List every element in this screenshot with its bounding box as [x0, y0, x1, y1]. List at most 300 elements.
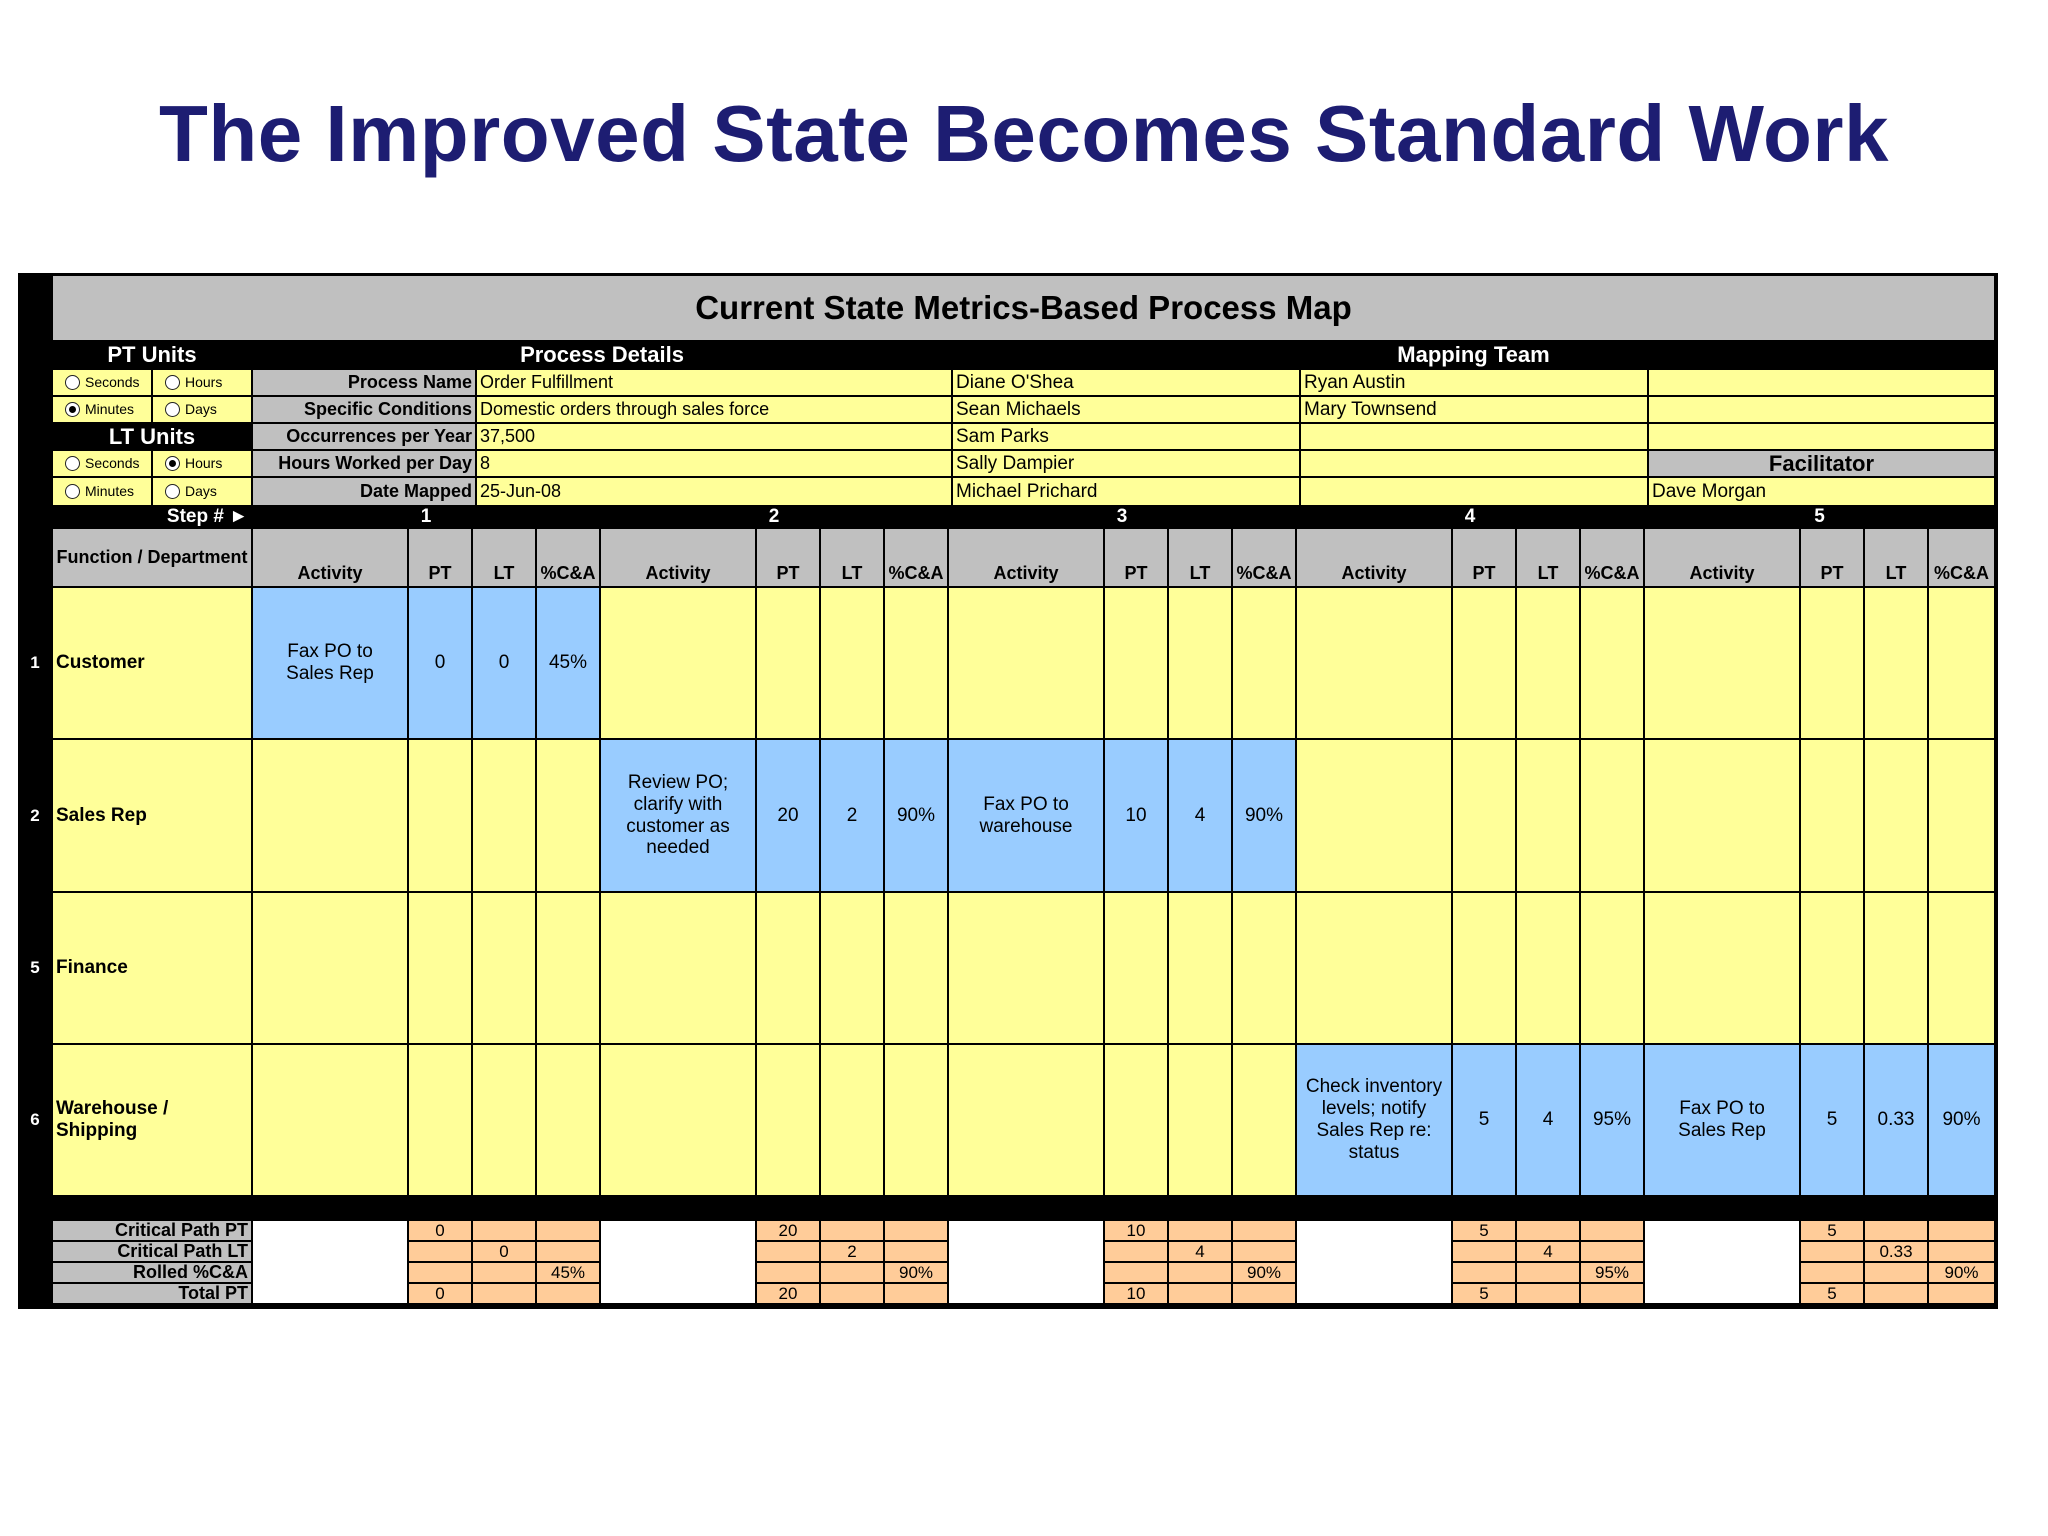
radio-icon[interactable] [65, 375, 80, 390]
rolled-ca-value [1232, 1262, 1296, 1283]
summary-empty [1516, 1220, 1580, 1241]
empty-cell[interactable] [820, 587, 884, 739]
critical-path-pt-value-text: 0 [435, 1220, 445, 1240]
row-number-text: 1 [30, 653, 40, 673]
department-1-text: Sales Rep [56, 804, 147, 826]
empty-cell[interactable] [820, 892, 884, 1044]
summary-empty [1580, 1241, 1644, 1262]
summary-empty [1104, 1262, 1168, 1283]
summary-empty [1928, 1220, 1995, 1241]
summary-empty [1168, 1283, 1232, 1304]
date-mapped-label [252, 477, 476, 506]
empty-cell[interactable] [756, 892, 820, 1044]
row-number-text: 2 [30, 805, 40, 825]
summary-empty [408, 1262, 472, 1283]
col-header-pt-text: PT [1820, 563, 1844, 584]
function-department-header-text: Function / Department [56, 547, 248, 568]
empty-cell[interactable] [600, 587, 756, 739]
team-member-cell[interactable] [952, 477, 1300, 506]
team-member-cell[interactable] [952, 369, 1300, 396]
col-header-activity-text: Activity [1341, 563, 1407, 584]
step-1-ca[interactable] [536, 587, 600, 739]
row-number [18, 587, 52, 739]
col-header-pt [756, 528, 820, 587]
col-header-pt-text: PT [1124, 563, 1148, 584]
rolled-ca-value-text: 90% [898, 1262, 934, 1282]
step-4-pt-text: 5 [1478, 1109, 1490, 1131]
step-5-activity[interactable] [1644, 1044, 1800, 1196]
total-pt-value [1104, 1283, 1168, 1304]
step-2-lt-text: 2 [846, 804, 858, 826]
summary-empty [536, 1283, 600, 1304]
step-3-pt[interactable] [1104, 739, 1168, 892]
col-header-lt [1864, 528, 1928, 587]
col-header-ca-text: %C&A [1584, 563, 1640, 584]
department-3-text: Warehouse / Shipping [56, 1098, 169, 1141]
critical-path-lt-value [472, 1241, 536, 1262]
total-pt-value-text: 5 [1827, 1283, 1837, 1303]
summary-empty [884, 1241, 948, 1262]
facilitator-field-text: Dave Morgan [1652, 480, 1767, 502]
critical-path-pt-value-text: 20 [778, 1220, 798, 1240]
empty-cell[interactable] [948, 587, 1104, 739]
date-mapped-field[interactable] [476, 477, 952, 506]
empty-cell[interactable] [1928, 587, 1995, 739]
empty-cell[interactable] [408, 739, 472, 892]
critical-path-pt-value-text: 10 [1126, 1220, 1146, 1240]
empty-cell[interactable] [1232, 587, 1296, 739]
team-member-cell[interactable] [1300, 369, 1648, 396]
critical-path-lt-value-text: 4 [1543, 1241, 1553, 1261]
sheet-main-title [52, 275, 1995, 341]
process-name-label-text: Process Name [347, 372, 472, 393]
critical-path-pt-value [408, 1220, 472, 1241]
summary-empty [1232, 1220, 1296, 1241]
department-0 [52, 587, 252, 739]
critical-path-lt-value-text: 0.33 [1879, 1241, 1913, 1261]
lt-hours-radio[interactable] [152, 450, 252, 477]
empty-cell[interactable] [536, 1044, 600, 1196]
mapping-team-header [952, 341, 1995, 369]
col-header-ca [1928, 528, 1995, 587]
step-number-text: 5 [1814, 506, 1825, 528]
col-header-ca-text: %C&A [1933, 563, 1989, 584]
critical-path-pt-label-text: Critical Path PT [114, 1220, 248, 1241]
facilitator-field[interactable] [1648, 477, 1995, 506]
critical-path-pt-value [1104, 1220, 1168, 1241]
summary-empty [1928, 1283, 1995, 1304]
empty-cell[interactable] [948, 892, 1104, 1044]
col-header-pt [1452, 528, 1516, 587]
step-2-pt[interactable] [756, 739, 820, 892]
summary-empty [884, 1220, 948, 1241]
radio-icon[interactable] [165, 484, 180, 499]
pt-hours-radio-label: Hours [185, 374, 223, 391]
summary-empty [820, 1220, 884, 1241]
process-details-header [252, 341, 952, 369]
total-pt-value [756, 1283, 820, 1304]
process-details-header-text: Process Details [520, 342, 684, 368]
step-1-ca-text: 45% [548, 652, 588, 674]
step-5-lt[interactable] [1864, 1044, 1928, 1196]
empty-cell[interactable] [1104, 892, 1168, 1044]
summary-empty [1580, 1220, 1644, 1241]
step-2-lt[interactable] [820, 739, 884, 892]
empty-cell[interactable] [1800, 587, 1864, 739]
summary-empty [1800, 1241, 1864, 1262]
summary-empty [472, 1283, 536, 1304]
col-header-lt [1516, 528, 1580, 587]
col-header-ca-text: %C&A [888, 563, 944, 584]
step-4-lt[interactable] [1516, 1044, 1580, 1196]
empty-cell[interactable] [472, 1044, 536, 1196]
pt-seconds-radio[interactable] [52, 369, 152, 396]
process-map-sheet [18, 273, 1998, 1309]
specific-conditions-field-text: Domestic orders through sales force [480, 399, 770, 420]
empty-cell[interactable] [1232, 892, 1296, 1044]
rolled-ca-value [536, 1262, 600, 1283]
step-2-ca-text: 90% [896, 804, 936, 826]
empty-cell[interactable] [1928, 892, 1995, 1044]
hours-worked-per-day-field[interactable] [476, 450, 952, 477]
step-number [600, 506, 948, 528]
summary-empty [472, 1220, 536, 1241]
rolled-ca-label-text: Rolled %C&A [132, 1262, 248, 1283]
team-member-cell-text: Sean Michaels [956, 398, 1081, 420]
step-4-ca[interactable] [1580, 1044, 1644, 1196]
sheet-main-title-text: Current State Metrics-Based Process Map [695, 289, 1352, 327]
critical-path-lt-value [1516, 1241, 1580, 1262]
critical-path-lt-label-text: Critical Path LT [117, 1241, 248, 1262]
col-header-pt-text: PT [776, 563, 800, 584]
empty-cell[interactable] [1800, 739, 1864, 892]
step-label-text: Step # ► [166, 506, 248, 528]
function-department-header [52, 528, 252, 587]
col-header-ca [884, 528, 948, 587]
department-1 [52, 739, 252, 892]
department-2-text: Finance [56, 957, 128, 979]
radio-icon[interactable] [65, 456, 80, 471]
total-pt-value [1452, 1283, 1516, 1304]
pt-units-header-text: PT Units [107, 342, 197, 368]
lt-seconds-radio[interactable] [52, 450, 152, 477]
summary-empty [1452, 1241, 1516, 1262]
step-5-pt-text: 5 [1826, 1109, 1838, 1131]
empty-cell[interactable] [1232, 1044, 1296, 1196]
empty-cell[interactable] [1296, 892, 1452, 1044]
summary-empty [536, 1220, 600, 1241]
step-4-pt[interactable] [1452, 1044, 1516, 1196]
col-header-activity-text: Activity [297, 563, 363, 584]
team-member-cell[interactable] [1648, 423, 1995, 450]
department-3 [52, 1044, 252, 1196]
radio-icon[interactable] [165, 402, 180, 417]
rolled-ca-value [884, 1262, 948, 1283]
step-4-activity-text: Check inventory levels; notify Sales Rep re: status [1305, 1076, 1443, 1163]
step-3-lt[interactable] [1168, 739, 1232, 892]
step-2-ca[interactable] [884, 739, 948, 892]
empty-cell[interactable] [1644, 892, 1800, 1044]
hours-worked-per-day-field-text: 8 [480, 453, 491, 474]
total-pt-value-text: 5 [1479, 1283, 1489, 1303]
step-3-ca-text: 90% [1244, 804, 1284, 826]
empty-cell[interactable] [1516, 892, 1580, 1044]
empty-cell[interactable] [1104, 587, 1168, 739]
total-pt-label-text: Total PT [178, 1283, 248, 1304]
empty-cell[interactable] [252, 739, 408, 892]
col-header-activity-text: Activity [1689, 563, 1755, 584]
step-number-text: 1 [420, 506, 432, 528]
empty-cell[interactable] [1580, 587, 1644, 739]
rolled-ca-value-text: 90% [1944, 1262, 1979, 1282]
step-number-text: 3 [1116, 506, 1128, 528]
team-member-cell[interactable] [1648, 396, 1995, 423]
col-header-lt [1168, 528, 1232, 587]
mapping-team-header-text: Mapping Team [1397, 342, 1550, 368]
lt-units-header-text: LT Units [108, 423, 196, 449]
empty-cell[interactable] [1928, 739, 1995, 892]
step-4-activity[interactable] [1296, 1044, 1452, 1196]
empty-cell[interactable] [1516, 739, 1580, 892]
col-header-lt-text: LT [493, 563, 515, 584]
empty-cell[interactable] [948, 1044, 1104, 1196]
empty-cell[interactable] [1168, 892, 1232, 1044]
team-member-cell[interactable] [1300, 396, 1648, 423]
team-member-cell[interactable] [1648, 369, 1995, 396]
empty-cell[interactable] [472, 892, 536, 1044]
critical-path-pt-value [1452, 1220, 1516, 1241]
summary-empty [1104, 1241, 1168, 1262]
pt-days-radio[interactable] [152, 396, 252, 423]
team-member-cell[interactable] [952, 450, 1300, 477]
team-member-cell[interactable] [1300, 423, 1648, 450]
summary-empty [1232, 1283, 1296, 1304]
occurrences-per-year-label-text: Occurrences per Year [286, 426, 472, 447]
empty-cell[interactable] [600, 892, 756, 1044]
empty-cell[interactable] [1580, 739, 1644, 892]
rolled-ca-value-text: 45% [550, 1262, 586, 1282]
col-header-pt [1800, 528, 1864, 587]
critical-path-lt-value-text: 2 [847, 1241, 857, 1261]
empty-cell[interactable] [408, 1044, 472, 1196]
empty-cell[interactable] [1580, 892, 1644, 1044]
radio-icon[interactable] [65, 484, 80, 499]
radio-icon[interactable] [165, 456, 180, 471]
slide-title: The Improved State Becomes Standard Work [158, 89, 1890, 178]
pt-minutes-radio[interactable] [52, 396, 152, 423]
empty-cell[interactable] [536, 892, 600, 1044]
rolled-ca-value-text: 90% [1246, 1262, 1282, 1282]
empty-cell[interactable] [1516, 587, 1580, 739]
step-5-lt-text: 0.33 [1877, 1109, 1915, 1131]
summary-blank [948, 1220, 1104, 1304]
rolled-ca-value [1928, 1262, 1995, 1283]
empty-cell[interactable] [884, 587, 948, 739]
lt-minutes-radio[interactable] [52, 477, 152, 506]
empty-cell[interactable] [1452, 587, 1516, 739]
team-member-cell-text: Ryan Austin [1304, 371, 1406, 393]
rolled-ca-label [52, 1262, 252, 1283]
empty-cell[interactable] [600, 1044, 756, 1196]
step-3-pt-text: 10 [1125, 804, 1147, 826]
summary-empty [1516, 1262, 1580, 1283]
lt-days-radio-label: Days [185, 483, 217, 500]
step-3-ca[interactable] [1232, 739, 1296, 892]
separator-bar [52, 1196, 1995, 1220]
process-name-field-text: Order Fulfillment [480, 372, 614, 393]
step-1-activity[interactable] [252, 587, 408, 739]
occurrences-per-year-label [252, 423, 476, 450]
critical-path-lt-value [820, 1241, 884, 1262]
critical-path-pt-value-text: 5 [1827, 1220, 1837, 1240]
occurrences-per-year-field[interactable] [476, 423, 952, 450]
summary-empty [884, 1283, 948, 1304]
empty-cell[interactable] [884, 892, 948, 1044]
total-pt-value [1800, 1283, 1864, 1304]
step-5-pt[interactable] [1800, 1044, 1864, 1196]
col-header-activity [600, 528, 756, 587]
empty-cell[interactable] [1800, 892, 1864, 1044]
pt-hours-radio[interactable] [152, 369, 252, 396]
critical-path-pt-value [1800, 1220, 1864, 1241]
empty-cell[interactable] [1864, 892, 1928, 1044]
specific-conditions-field[interactable] [476, 396, 952, 423]
empty-cell[interactable] [472, 739, 536, 892]
col-header-ca [1232, 528, 1296, 587]
summary-empty [1452, 1262, 1516, 1283]
step-1-lt[interactable] [472, 587, 536, 739]
specific-conditions-label [252, 396, 476, 423]
critical-path-pt-value-text: 5 [1479, 1220, 1489, 1240]
summary-empty [1864, 1283, 1928, 1304]
summary-empty [1864, 1220, 1928, 1241]
col-header-ca [1580, 528, 1644, 587]
summary-empty [536, 1241, 600, 1262]
radio-icon[interactable] [65, 402, 80, 417]
critical-path-pt-value [756, 1220, 820, 1241]
team-member-cell-text: Mary Townsend [1304, 398, 1437, 420]
col-header-ca-text: %C&A [1236, 563, 1292, 584]
empty-cell[interactable] [1296, 739, 1452, 892]
empty-cell[interactable] [1864, 739, 1928, 892]
empty-cell[interactable] [252, 1044, 408, 1196]
team-member-cell-text: Sam Parks [956, 425, 1049, 447]
total-pt-value-text: 0 [435, 1283, 445, 1303]
col-header-pt-text: PT [1472, 563, 1496, 584]
empty-cell[interactable] [1452, 892, 1516, 1044]
row-number [18, 739, 52, 892]
critical-path-lt-value [1168, 1241, 1232, 1262]
rolled-ca-value [1580, 1262, 1644, 1283]
facilitator-label-text: Facilitator [1768, 450, 1875, 476]
lt-seconds-radio-label: Seconds [85, 455, 140, 472]
hours-worked-per-day-label [252, 450, 476, 477]
critical-path-lt-label [52, 1241, 252, 1262]
hours-worked-per-day-label-text: Hours Worked per Day [278, 453, 472, 474]
empty-cell[interactable] [1452, 739, 1516, 892]
summary-empty [756, 1262, 820, 1283]
step-number [252, 506, 600, 528]
date-mapped-label-text: Date Mapped [359, 481, 472, 502]
summary-blank [600, 1220, 756, 1304]
col-header-pt-text: PT [428, 563, 452, 584]
lt-days-radio[interactable] [152, 477, 252, 506]
lt-hours-radio-label: Hours [185, 455, 223, 472]
empty-cell[interactable] [408, 892, 472, 1044]
step-1-activity-text: Fax PO to Sales Rep [286, 641, 374, 684]
lt-units-header [52, 423, 252, 450]
empty-cell[interactable] [756, 587, 820, 739]
empty-cell[interactable] [820, 1044, 884, 1196]
summary-empty [1580, 1283, 1644, 1304]
step-1-lt-text: 0 [498, 652, 510, 674]
col-header-activity [252, 528, 408, 587]
empty-cell[interactable] [1296, 587, 1452, 739]
step-3-activity[interactable] [948, 739, 1104, 892]
step-label [52, 506, 252, 528]
summary-empty [1928, 1241, 1995, 1262]
critical-path-lt-value-text: 0 [499, 1241, 509, 1261]
col-header-lt-text: LT [1885, 563, 1907, 584]
col-header-lt [472, 528, 536, 587]
col-header-lt-text: LT [1537, 563, 1559, 584]
step-2-activity[interactable] [600, 739, 756, 892]
empty-cell[interactable] [1644, 739, 1800, 892]
empty-cell[interactable] [1168, 587, 1232, 739]
pt-days-radio-label: Days [185, 401, 217, 418]
summary-blank [1296, 1220, 1452, 1304]
summary-empty [820, 1283, 884, 1304]
step-3-activity-text: Fax PO to warehouse [979, 793, 1073, 837]
team-member-cell[interactable] [952, 396, 1300, 423]
empty-cell[interactable] [1104, 1044, 1168, 1196]
step-number [1644, 506, 1995, 528]
summary-empty [756, 1241, 820, 1262]
step-3-lt-text: 4 [1194, 804, 1206, 826]
empty-cell[interactable] [1864, 587, 1928, 739]
empty-cell[interactable] [1644, 587, 1800, 739]
col-header-activity [948, 528, 1104, 587]
summary-empty [1800, 1262, 1864, 1283]
step-1-pt[interactable] [408, 587, 472, 739]
team-member-cell[interactable] [952, 423, 1300, 450]
radio-icon[interactable] [165, 375, 180, 390]
step-5-ca[interactable] [1928, 1044, 1995, 1196]
empty-cell[interactable] [536, 739, 600, 892]
empty-cell[interactable] [756, 1044, 820, 1196]
team-member-cell[interactable] [1300, 477, 1648, 506]
date-mapped-field-text: 25-Jun-08 [480, 481, 562, 502]
team-member-cell[interactable] [1300, 450, 1648, 477]
summary-empty [1232, 1241, 1296, 1262]
empty-cell[interactable] [884, 1044, 948, 1196]
col-header-activity [1296, 528, 1452, 587]
summary-empty [1168, 1220, 1232, 1241]
process-name-field[interactable] [476, 369, 952, 396]
team-member-cell-text: Sally Dampier [956, 452, 1075, 474]
summary-empty [472, 1262, 536, 1283]
team-member-cell-text: Michael Prichard [956, 480, 1098, 502]
empty-cell[interactable] [1168, 1044, 1232, 1196]
critical-path-pt-label [52, 1220, 252, 1241]
department-0-text: Customer [56, 652, 145, 674]
empty-cell[interactable] [252, 892, 408, 1044]
total-pt-value-text: 10 [1126, 1283, 1146, 1303]
summary-blank [1644, 1220, 1800, 1304]
step-number-text: 4 [1464, 506, 1476, 528]
summary-empty [1516, 1283, 1580, 1304]
col-header-activity-text: Activity [645, 563, 711, 584]
